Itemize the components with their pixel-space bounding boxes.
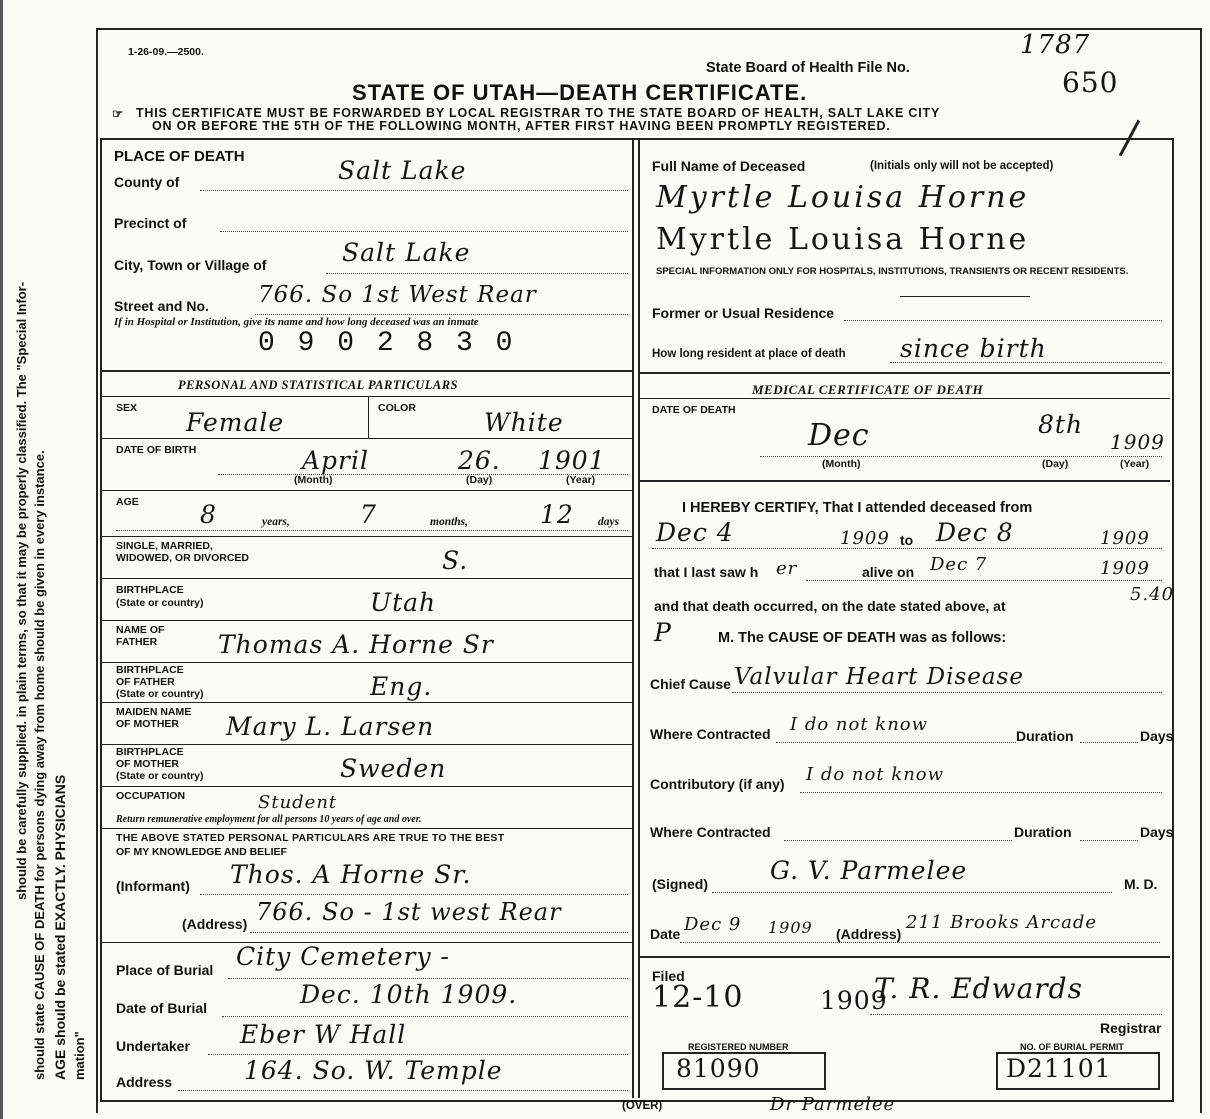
filed-date-value: 12-10	[652, 980, 744, 1015]
county-value: Salt Lake	[338, 156, 467, 185]
registered-number-label: REGISTERED NUMBER	[688, 1042, 789, 1052]
death-day-caption: (Day)	[1042, 458, 1069, 470]
mother-name-label-1: MAIDEN NAME	[116, 706, 192, 718]
age-days-word: days	[598, 516, 620, 528]
sidebar-instruction-4: mation"	[72, 1031, 87, 1080]
age-months-word: months,	[430, 516, 469, 528]
physician-address-value: 211 Brooks Arcade	[906, 912, 1098, 933]
age-years-word: years,	[262, 516, 290, 528]
hospital-note: If in Hospital or Institution, give its name and how long deceased was an inmate	[114, 316, 479, 328]
deceased-name-handwritten: Myrtle Louisa Horne	[656, 180, 1030, 215]
duration-label: Duration	[1016, 728, 1074, 744]
form-left-border	[96, 28, 98, 1113]
death-month-caption: (Month)	[822, 458, 861, 470]
file-number: 1787	[1020, 30, 1091, 60]
certificate-date-label: Date	[650, 926, 681, 942]
death-year-caption: (Year)	[1120, 458, 1150, 470]
registrar-signature: T. R. Edwards	[874, 972, 1083, 1005]
medical-certificate-heading: MEDICAL CERTIFICATE OF DEATH	[752, 382, 984, 397]
mother-birthplace-label-1: BIRTHPLACE	[116, 746, 184, 758]
duration-2-label: Duration	[1014, 824, 1072, 840]
mother-birthplace-label-2: OF MOTHER	[116, 758, 179, 770]
where-contracted-2-label: Where Contracted	[650, 824, 771, 840]
forwarding-notice-2: ON OR BEFORE THE 5TH OF THE FOLLOWING MONTH, AFTER FIRST HAVING BEEN PROMPTLY REGISTERED.	[152, 119, 891, 133]
burial-date-label: Date of Burial	[116, 1000, 208, 1016]
mother-name-value: Mary L. Larsen	[226, 712, 435, 741]
where-contracted-value: I do not know	[790, 714, 929, 735]
undertaker-address-value: 164. So. W. Temple	[244, 1056, 503, 1085]
last-saw-label: that I last saw h	[654, 564, 759, 580]
color-value: White	[484, 408, 564, 437]
burial-place-label: Place of Burial	[116, 962, 214, 978]
meridiem-value: P	[654, 618, 672, 647]
contributory-label: Contributory (if any)	[650, 776, 785, 792]
time-of-death: 5.40	[1130, 584, 1175, 605]
attended-from-year: 1909	[840, 528, 890, 549]
certificate-date-year: 1909	[768, 918, 813, 937]
date-of-death-label: DATE OF DEATH	[652, 404, 736, 416]
form-right-border	[1200, 28, 1202, 1113]
dob-month: April	[302, 446, 369, 475]
physician-signature: G. V. Parmelee	[770, 856, 968, 885]
alive-on-label: alive on	[862, 564, 915, 580]
sidebar-instruction-3: should state CAUSE OF DEATH for persons dying away from home should be given in every instance.	[32, 450, 47, 1080]
death-year: 1909	[1110, 430, 1165, 454]
where-contracted-label: Where Contracted	[650, 726, 771, 742]
document-stamp-number: 0 9 0 2 8 3 0	[258, 328, 516, 359]
burial-permit-label: NO. OF BURIAL PERMIT	[1020, 1042, 1124, 1052]
md-label: M. D.	[1124, 876, 1158, 892]
undertaker-label: Undertaker	[116, 1038, 190, 1054]
dob-label: DATE OF BIRTH	[116, 444, 197, 456]
father-birthplace-caption: (State or country)	[116, 688, 204, 700]
last-alive-value: Dec 7	[930, 554, 988, 575]
sidebar-instruction-2: should be carefully supplied. in plain terms, so that it may be properly classified. The "Special Infor-	[14, 281, 29, 900]
cause-of-death-label: M. The CAUSE OF DEATH was as follows:	[718, 630, 1007, 646]
form-number: 1-26-09.—2500.	[128, 46, 204, 58]
occupation-label: OCCUPATION	[116, 790, 186, 802]
birthplace-state-caption: (State or country)	[116, 597, 204, 609]
marital-label-1: SINGLE, MARRIED,	[116, 540, 213, 552]
bottom-handwritten-note: Dr Parmelee	[770, 1094, 896, 1115]
county-label: County of	[114, 174, 180, 190]
undertaker-value: Eber W Hall	[240, 1020, 407, 1049]
burial-permit-value: D21101	[1006, 1054, 1112, 1083]
sidebar-instruction-1: AGE should be stated EXACTLY. PHYSICIANS	[52, 774, 68, 1080]
father-birthplace-value: Eng.	[370, 672, 433, 701]
former-residence-label: Former or Usual Residence	[652, 305, 835, 321]
father-name-label-2: FATHER	[116, 636, 158, 648]
occupation-note: Return remunerative employment for all persons 10 years of age and over.	[116, 814, 422, 825]
attended-to-value: Dec 8	[936, 518, 1014, 547]
over-label: (OVER)	[622, 1100, 663, 1112]
mother-birthplace-value: Sweden	[340, 754, 447, 783]
certificate-title: STATE OF UTAH—DEATH CERTIFICATE.	[352, 80, 808, 105]
marital-status-value: S.	[442, 546, 469, 575]
informant-address-label: (Address)	[182, 916, 248, 932]
death-occurred-label: and that death occurred, on the date stated above, at	[654, 598, 1006, 614]
occupation-value: Student	[258, 792, 338, 813]
to-word: to	[900, 532, 914, 548]
father-birthplace-label-2: OF FATHER	[116, 676, 175, 688]
sex-label: SEX	[116, 402, 138, 414]
birthplace-value: Utah	[370, 588, 437, 617]
burial-date-value: Dec. 10th 1909.	[300, 980, 518, 1009]
attestation-line-2: OF MY KNOWLEDGE AND BELIEF	[116, 846, 287, 858]
deceased-name-printed: Myrtle Louisa Horne	[656, 222, 1030, 257]
personal-particulars-heading: PERSONAL AND STATISTICAL PARTICULARS	[178, 378, 458, 392]
dob-month-caption: (Month)	[294, 474, 333, 486]
street-label: Street and No.	[114, 298, 209, 314]
burial-place-value: City Cemetery -	[236, 942, 450, 971]
father-name-value: Thomas A. Horne Sr	[218, 630, 494, 659]
precinct-label: Precinct of	[114, 215, 187, 231]
column-divider-2	[638, 140, 640, 1098]
age-months: 7	[360, 500, 377, 529]
mother-birthplace-caption: (State or country)	[116, 770, 204, 782]
filed-year: 1909	[820, 986, 888, 1015]
page-left-edge	[0, 0, 3, 1119]
city-value: Salt Lake	[342, 238, 471, 267]
days-label: Days	[1140, 728, 1174, 744]
last-alive-year: 1909	[1100, 558, 1150, 579]
attestation-line-1: THE ABOVE STATED PERSONAL PARTICULARS ARE TRUE TO THE BEST	[116, 832, 505, 844]
certify-statement: I HEREBY CERTIFY, That I attended deceased from	[682, 500, 1033, 516]
father-birthplace-label-1: BIRTHPLACE	[116, 664, 184, 676]
registered-number-value: 81090	[676, 1054, 761, 1083]
dob-day-caption: (Day)	[466, 474, 493, 486]
signed-label: (Signed)	[652, 876, 708, 892]
special-information-note: SPECIAL INFORMATION ONLY FOR HOSPITALS, INSTITUTIONS, TRANSIENTS OR RECENT RESIDENTS.	[656, 266, 1129, 277]
contributory-value: I do not know	[806, 764, 945, 785]
registrar-label: Registrar	[1100, 1020, 1162, 1036]
birthplace-label: BIRTHPLACE	[116, 584, 184, 596]
physician-address-label: (Address)	[836, 926, 902, 942]
undertaker-address-label: Address	[116, 1074, 173, 1090]
age-years: 8	[200, 500, 217, 529]
attended-to-year: 1909	[1100, 528, 1150, 549]
certificate-date-value: Dec 9	[684, 914, 742, 935]
file-number-secondary: 650	[1062, 66, 1119, 99]
age-label: AGE	[116, 496, 139, 508]
dob-day: 26.	[458, 446, 501, 475]
forwarding-notice-1: THIS CERTIFICATE MUST BE FORWARDED BY LOCAL REGISTRAR TO THE STATE BOARD OF HEALTH, SALT LAKE CITY	[136, 106, 941, 120]
sex-value: Female	[186, 408, 285, 437]
full-name-label: Full Name of Deceased	[652, 158, 806, 174]
informant-value: Thos. A Horne Sr.	[230, 860, 472, 889]
attended-from-value: Dec 4	[656, 518, 734, 547]
last-saw-pronoun: er	[776, 558, 798, 579]
chief-cause-label: Chief Cause	[650, 676, 731, 692]
hand-pointer-icon: ☞	[112, 107, 124, 121]
informant-address-value: 766. So - 1st west Rear	[256, 898, 562, 926]
father-name-label-1: NAME OF	[116, 624, 165, 636]
dob-year: 1901	[538, 446, 606, 475]
place-of-death-heading: PLACE OF DEATH	[114, 148, 245, 165]
full-name-note: (Initials only will not be accepted)	[870, 160, 1054, 172]
dob-year-caption: (Year)	[566, 474, 596, 486]
mother-name-label-2: OF MOTHER	[116, 718, 179, 730]
informant-label: (Informant)	[116, 878, 190, 894]
marital-label-2: WIDOWED, OR DIVORCED	[116, 552, 249, 564]
color-label: COLOR	[378, 402, 416, 414]
street-value: 766. So 1st West Rear	[258, 282, 537, 308]
column-divider	[632, 140, 634, 1098]
age-days: 12	[540, 500, 574, 529]
death-month: Dec	[808, 418, 870, 453]
death-day: 8th	[1038, 410, 1084, 439]
file-number-label: State Board of Health File No.	[706, 60, 910, 76]
filed-label: Filed	[652, 968, 685, 984]
days-2-label: Days	[1140, 824, 1174, 840]
residency-duration-value: since birth	[900, 334, 1047, 363]
chief-cause-value: Valvular Heart Disease	[734, 664, 1025, 690]
residency-duration-label: How long resident at place of death	[652, 348, 846, 360]
city-label: City, Town or Village of	[114, 257, 267, 273]
